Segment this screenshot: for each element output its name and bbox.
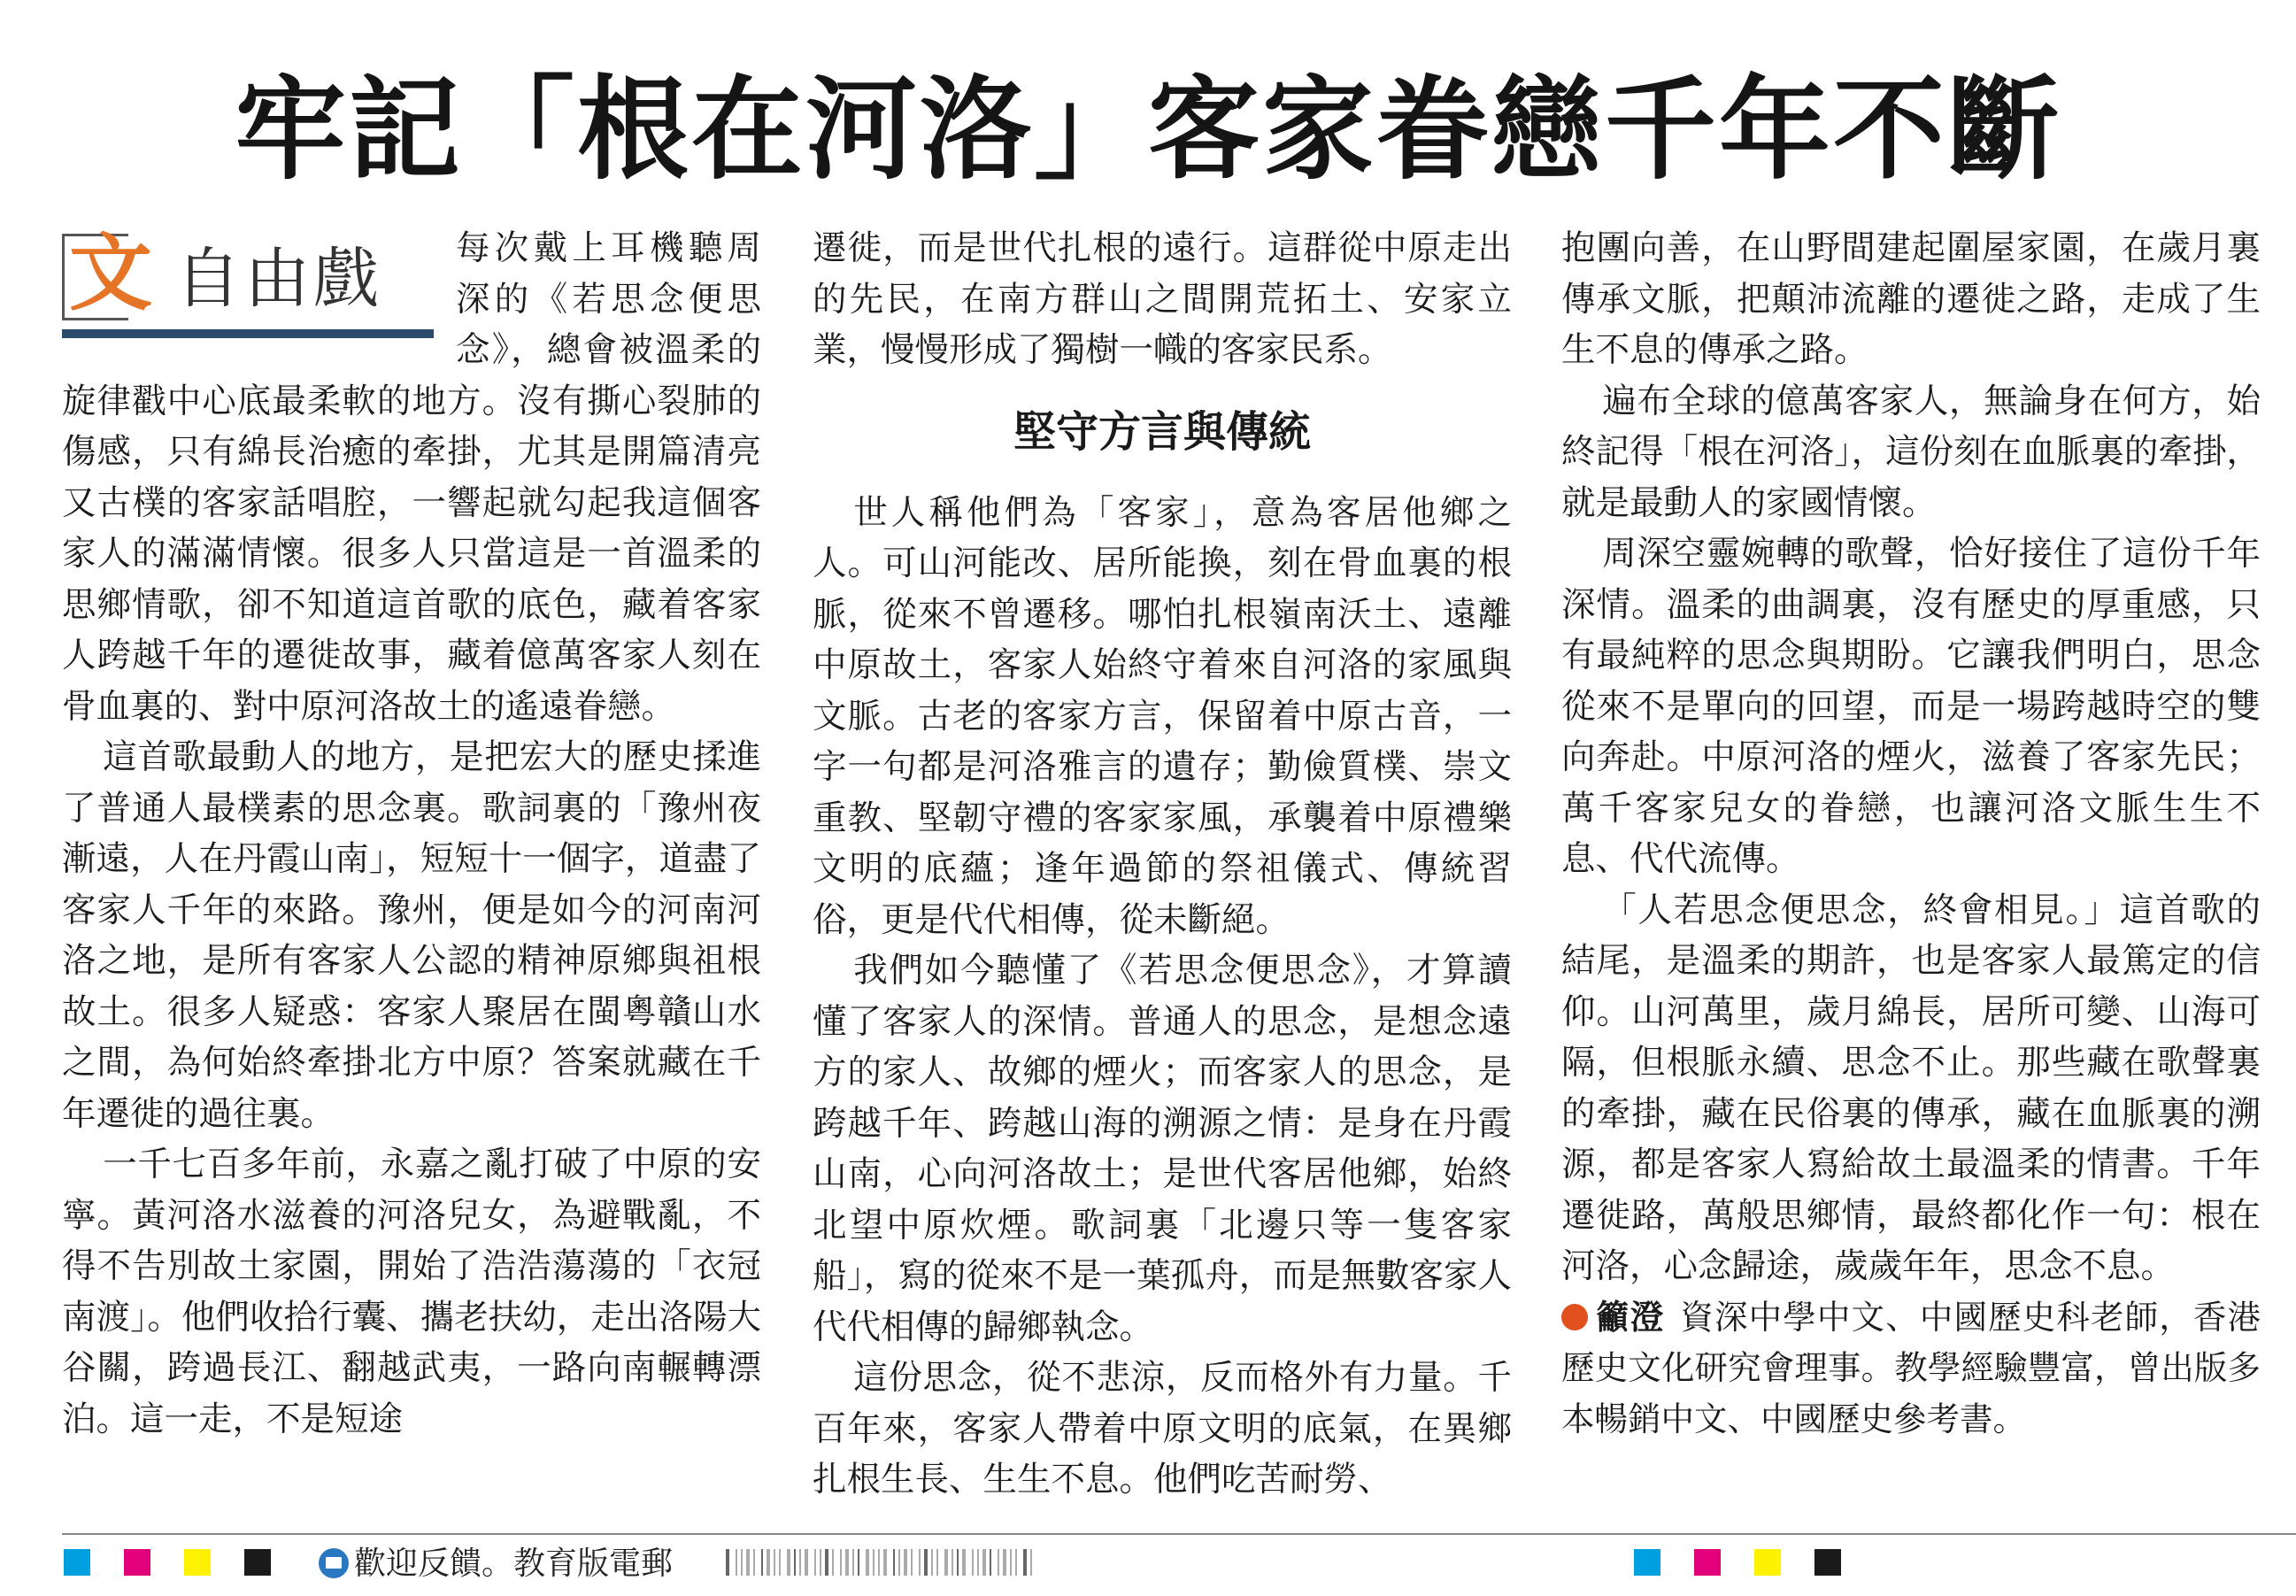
barcode-bar	[840, 1549, 842, 1576]
barcode-bar	[977, 1549, 979, 1576]
headline: 牢記「根在河洛」客家眷戀千年不斷	[235, 65, 2061, 195]
paragraph: 一千七百多年前，永嘉之亂打破了中原的安寧。黃河洛水滋養的河洛兒女，為避戰亂，不得不告別故土家園，開始了浩浩蕩蕩的「衣冠南渡」。他們收拾行囊、攜老扶幼，走出洛陽大谷關，跨過長江、翻越武夷，一路向南輾轉漂泊。這一走，不是短途	[62, 1145, 761, 1439]
barcode-bar	[820, 1549, 821, 1576]
paragraph: 我們如今聽懂了《若思念便思念》，才算讀懂了客家人的深情。普通人的思念，是想念遠方的家人、故鄉的煙火；而客家人的思念，是跨越千年、跨越山海的溯源之情：是身在丹霞山南，心向河洛故土；是世代客居他鄉，始終北望中原炊煙。歌詞裏「北邊只等一隻客家船」，寫的從來不是一葉孤舟，而是無數客家人代代相傳的歸鄉執念。	[813, 951, 1512, 1347]
barcode-bar	[957, 1549, 959, 1576]
bullet-dot-icon	[1561, 1304, 1588, 1330]
barcode-bar	[799, 1549, 801, 1576]
barcode-bar	[761, 1549, 763, 1576]
column-name: 自由戲	[175, 241, 382, 317]
barcode-bar	[779, 1549, 781, 1576]
barcode-bar	[972, 1549, 974, 1576]
badge-char: 文	[69, 226, 153, 322]
registration-square-magenta	[124, 1549, 150, 1576]
paragraph: 這首歌最動人的地方，是把宏大的歷史揉進了普通人最樸素的思念裏。歌詞裏的「豫州夜漸遠，人在丹霞山南」，短短十一個字，道盡了客家人千年的來路。豫州，便是如今的河南河洛之地，是所有客家人公認的精神原鄉與祖根故土。很多人疑惑：客家人聚居在閩粵贛山水之間，為何始終牽掛北方中原？答案就藏在千年遷徙的過往裏。	[62, 737, 761, 1134]
registration-square-yellow	[1754, 1549, 1781, 1576]
barcode-bar	[726, 1549, 729, 1576]
author-bio	[1561, 1292, 2261, 1446]
footer-feedback	[319, 1542, 673, 1586]
registration-square-yellow	[184, 1549, 211, 1576]
barcode-bar	[736, 1549, 737, 1576]
barcode-bar	[787, 1549, 790, 1576]
barcode-bar	[962, 1549, 966, 1576]
barcode-bar	[904, 1549, 907, 1576]
barcode-bar	[924, 1549, 928, 1576]
paragraph: 每次戴上耳機聽周深的《若思念便思念》，總會被溫柔的旋律戳中心底最柔軟的地方。沒有撕心裂肺的傷感，只有綿長治癒的牽掛，尤其是開篇清亮又古樸的客家話唱腔，一響起就勾起我這個客家人的滿滿情懷。很多人只當這是一首溫柔的思鄉情歌，卻不知道這首歌的底色，藏着客家人跨越千年的遷徙故事，藏着億萬客家人刻在骨血裏的、對中原河洛故土的遙遠眷戀。	[62, 228, 761, 727]
barcode-bar	[883, 1549, 887, 1576]
barcode-bar	[952, 1549, 953, 1576]
barcode-bar	[1030, 1549, 1032, 1576]
mail-icon	[319, 1548, 349, 1578]
paragraph: 世人稱他們為「客家」，意為客居他鄉之人。可山河能改、居所能換，刻在骨血裏的根脈，從來不曾遷移。哪怕扎根嶺南沃土、遠離中原故土，客家人始終守着來自河洛的家風與文脈。古老的客家方言，保留着中原古音，一字一句都是河洛雅言的遺存；勤儉質樸、崇文重教、堅韌守禮的客家家風，承襲着中原禮樂文明的底蘊；逢年過節的祭祖儀式、傳統習俗，更是代代相傳，從未斷絕。	[813, 492, 1512, 940]
barcode-bar	[814, 1549, 816, 1576]
paragraph: 遍布全球的億萬客家人，無論身在何方，始終記得「根在河洛」，這份刻在血脈裏的牽掛，就是最動人的家國情懷。	[1561, 381, 2261, 523]
barcode-bar	[1003, 1549, 1006, 1576]
barcode-bar	[936, 1549, 938, 1576]
barcode-bar	[741, 1549, 743, 1576]
barcode-bar	[805, 1549, 808, 1576]
registration-square-cyan	[64, 1549, 90, 1576]
author-name: 籲澄	[1595, 1297, 1665, 1337]
registration-square-cyan	[1634, 1549, 1660, 1576]
barcode-bar	[1015, 1549, 1017, 1576]
barcode-bar	[1023, 1549, 1027, 1576]
barcode-bar	[852, 1549, 854, 1576]
article-column-1	[62, 223, 761, 1445]
paragraph: 抱團向善，在山野間建起圍屋家園，在歲月裏傳承文脈，把顛沛流離的遷徙之路，走成了生生不息的傳承之路。	[1561, 228, 2261, 370]
registration-square-black	[244, 1549, 271, 1576]
barcode-bar	[845, 1549, 849, 1576]
subheading: 堅守方言與傳統	[1013, 406, 1311, 457]
article-column-3	[1561, 223, 2261, 1445]
barcode-bar	[866, 1549, 869, 1576]
paragraph: 周深空靈婉轉的歌聲，恰好接住了這份千年深情。溫柔的曲調裏，沒有歷史的厚重感，只有最純粹的思念與期盼。它讓我們明白，思念從來不是單向的回望，而是一場跨越時空的雙向奔赴。中原河洛的煙火，滋養了客家先民；萬千客家兒女的眷戀，也讓河洛文脈生生不息、代代流傳。	[1561, 534, 2261, 879]
barcode-bar	[832, 1549, 834, 1576]
footer-rule	[62, 1533, 2296, 1535]
registration-square-magenta	[1694, 1549, 1721, 1576]
barcode-strip	[726, 1549, 1044, 1576]
barcode-bar	[944, 1549, 948, 1576]
article-column-2	[813, 223, 1512, 1506]
barcode-bar	[998, 1549, 999, 1576]
barcode-bar	[858, 1549, 859, 1576]
registration-square-black	[1814, 1549, 1841, 1576]
barcode-bar	[878, 1549, 880, 1576]
footer-text: 歡迎反饋。教育版電郵	[354, 1546, 674, 1582]
barcode-bar	[911, 1549, 913, 1576]
barcode-bar	[893, 1549, 895, 1576]
paragraph: 這份思念，從不悲涼，反而格外有力量。千百年來，客家人帶着中原文明的底氣，在異鄉扎根生長、生生不息。他們吃苦耐勞、	[813, 1358, 1512, 1500]
barcode-bar	[931, 1549, 933, 1576]
barcode-bar	[1010, 1549, 1012, 1576]
paragraph: 遷徙，而是世代扎根的遠行。這群從中原走出的先民，在南方群山之間開荒拓土、安家立業，慢慢形成了獨樹一幟的客家民系。	[813, 228, 1512, 370]
author-description: 資深中學中文、中國歷史科老師，香港歷史文化研究會理事。教學經驗豐富，曾出版多本暢銷中文、中國歷史參考書。	[1561, 1297, 2261, 1438]
barcode-bar	[767, 1549, 770, 1576]
barcode-bar	[753, 1549, 755, 1576]
barcode-bar	[990, 1549, 991, 1576]
badge-spacer	[62, 223, 456, 375]
barcode-bar	[873, 1549, 874, 1576]
barcode-bar	[898, 1549, 900, 1576]
barcode-bar	[746, 1549, 750, 1576]
paragraph: 「人若思念便思念，終會相見。」這首歌的結尾，是溫柔的期許，也是客家人最篤定的信仰。山河萬里，歲月綿長，居所可變、山海可隔，但根脈永續、思念不止。那些藏在歌聲裏的牽掛，藏在民俗裏的傳承，藏在血脈裏的溯源，都是客家人寫給故土最溫柔的情書。千年遷徙路，萬般思鄉情，最終都化作一句：根在河洛，心念歸途，歲歲年年，思念不息。	[1561, 890, 2261, 1286]
barcode-bar	[825, 1549, 828, 1576]
barcode-bar	[774, 1549, 775, 1576]
barcode-bar	[982, 1549, 986, 1576]
barcode-bar	[794, 1549, 796, 1576]
barcode-bar	[919, 1549, 921, 1576]
